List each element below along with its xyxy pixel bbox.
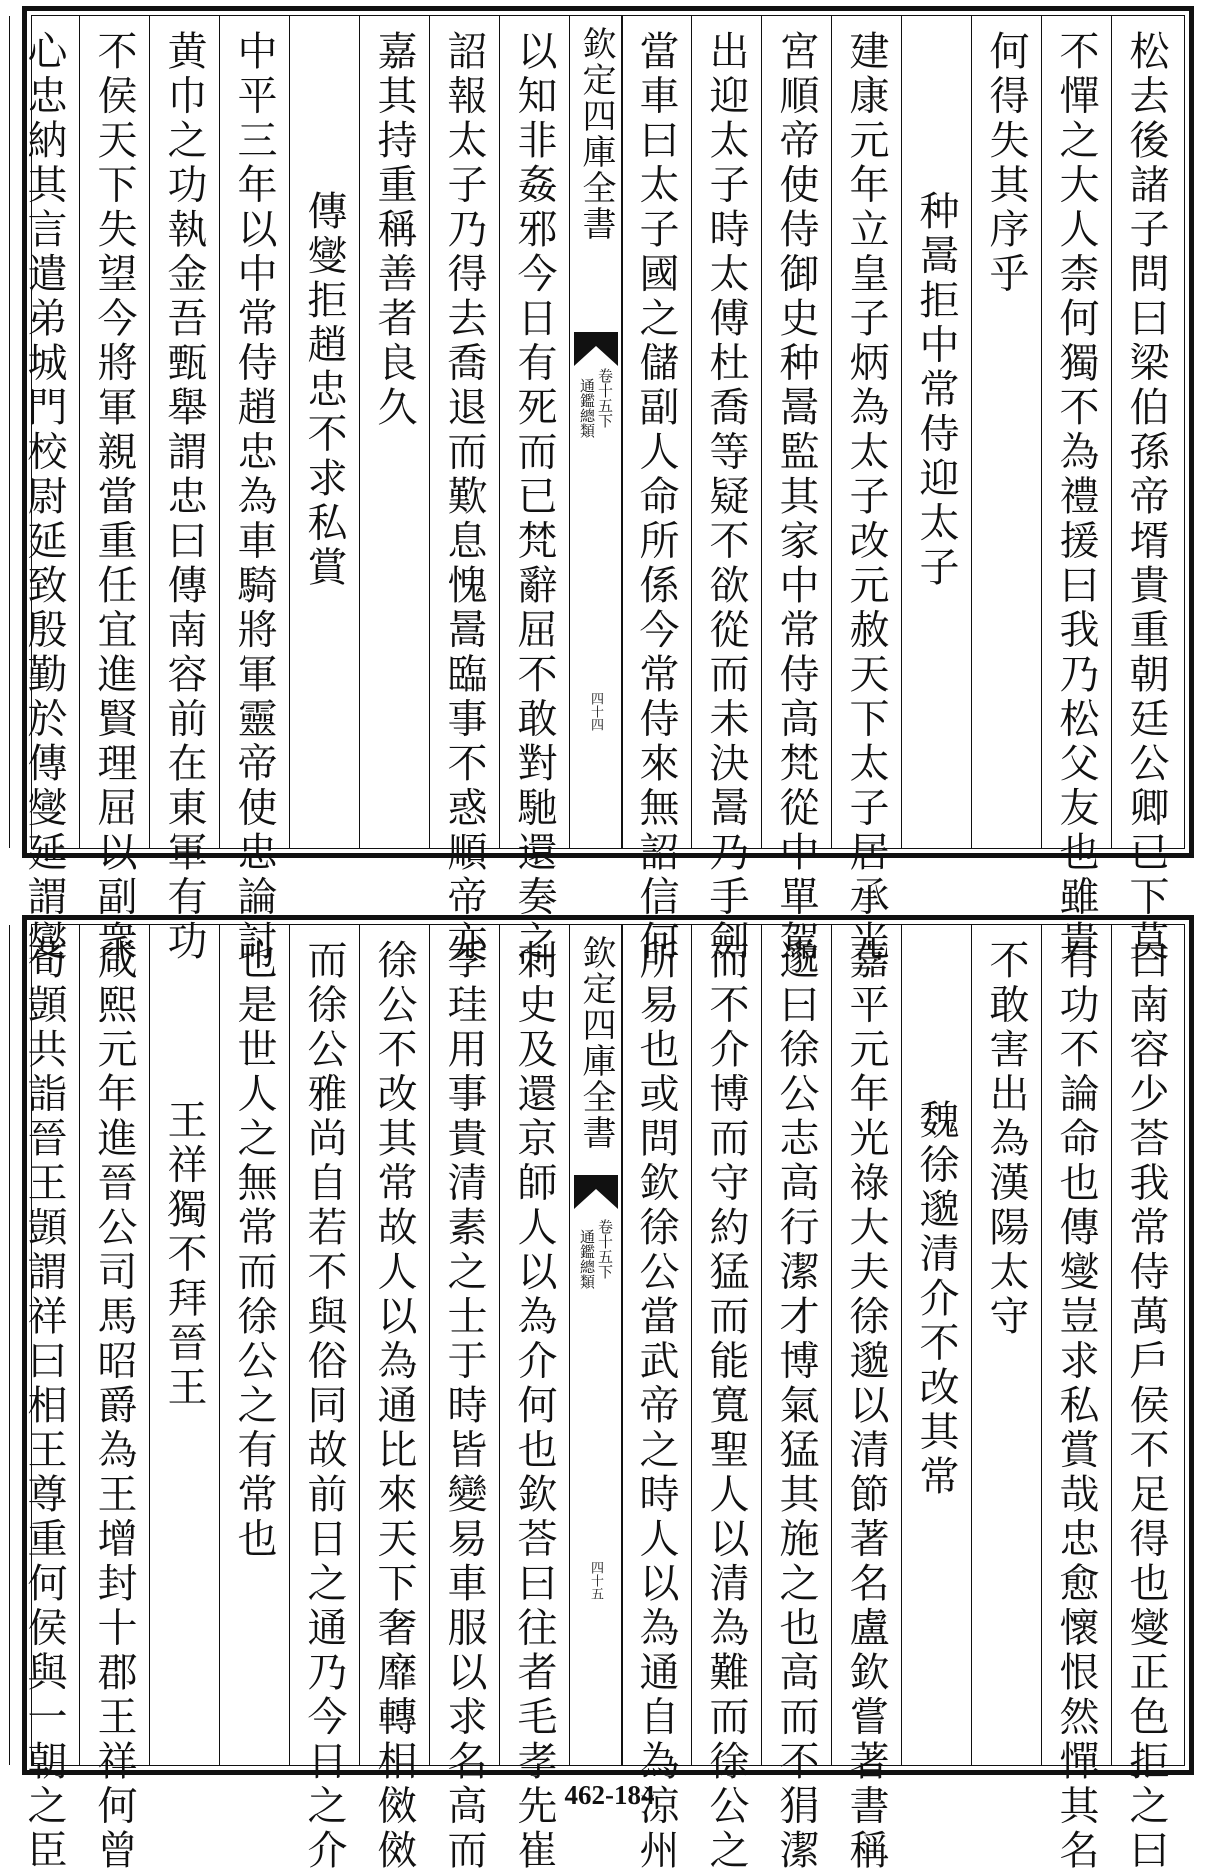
column-rule [1041,16,1042,848]
right-text-column: 建康元年立皇子炳為太子改元赦天下太子居承光 [843,30,889,965]
column-rule [9,925,10,1765]
top-center-volume: 卷十五下 [596,368,614,428]
right-text-column: 出迎太子時太傅杜喬等疑不欲從而未決暠乃手劍 [703,30,749,965]
column-rule [971,16,972,848]
column-rule [79,925,80,1765]
right-text-column: 邈曰徐公志高行潔才博氣猛其施之也高而不狷潔 [773,939,819,1874]
column-rule [219,925,220,1765]
top-page-frame [21,6,1194,965]
bottom-center-volume: 卷十五下 [596,1219,614,1279]
bottom-center-page: 四十五 [588,1561,603,1600]
column-rule [831,16,832,848]
right-text-column: 何得失其序乎 [983,30,1029,297]
right-text-column: 宮順帝使侍御史种暠監其家中常侍高梵從中單駕 [773,30,819,965]
left-text-column: 心忠納其言遣弟城門校尉延致殷勤於傳燮延謂燮 [21,30,67,965]
right-text-column: 有功不論命也傳燮豈求私賞哉忠愈懷恨然憚其名 [1053,939,1099,1874]
left-text-column: 季珪用事貴清素之士于時皆變易車服以求名高而 [441,939,487,1874]
column-rule [429,925,430,1765]
fish-tail-icon [574,1175,618,1209]
column-rule [499,16,500,848]
bottom-center-title: 欽定四庫全書 [576,935,616,1151]
column-rule [149,16,150,848]
left-text-column: 徐公不改其常故人以為通比來天下奢靡轉相傚傚 [371,939,417,1874]
top-center-fold [569,16,623,848]
left-text-column: 也是世人之無常而徐公之有常也 [231,939,277,1562]
right-text-column: 嘉平元年光祿大夫徐邈以清節著名盧欽嘗著書稱 [843,939,889,1874]
column-rule [1041,925,1042,1765]
right-text-column: 不敢害出為漢陽太守 [983,939,1029,1340]
column-rule [9,16,10,848]
left-text-column: 王祥獨不拜晉王 [161,1099,207,1411]
left-text-column: 黄巾之功執金吾甄舉謂忠曰傳南容前在東軍有功 [161,30,207,965]
right-text-column: 而不介博而守約猛而能寬聖人以清為難而徐公之 [703,939,749,1874]
bottom-center-book: 通鑑總類 [578,1229,596,1289]
left-text-column: 不侯天下失望今將軍親當重任宜進賢理屈以副衆 [91,30,137,965]
column-rule [499,925,500,1765]
left-text-column: 中平三年以中常侍趙忠為車騎將軍靈帝使忠論討 [231,30,277,965]
left-text-column: 以知非姦邪今日有死而已梵辭屈不敢對馳還奏之 [511,30,557,965]
right-text-column: 曰南容少荅我常侍萬戶侯不足得也燮正色拒之曰 [1123,939,1169,1874]
top-center-page: 四十四 [588,692,603,731]
top-page-inner-border [21,15,1185,965]
column-rule [901,16,902,848]
bottom-center-fold [569,925,623,1765]
column-rule [219,16,220,848]
left-text-column: 咸熙元年進晉公司馬昭爵為王增封十郡王祥何曾 [91,939,137,1874]
left-text-column: 傳燮拒趙忠不求私賞 [301,190,347,591]
left-text-column: 荀顗共詣晉王顗謂祥曰相王尊重何侯與一朝之臣 [21,939,67,1874]
column-rule [1111,16,1112,848]
right-text-column: 魏徐邈清介不改其常 [913,1099,959,1500]
column-rule [359,16,360,848]
column-rule [691,16,692,848]
left-text-column: 詔報太子乃得去喬退而歎息愧暠臨事不惑順帝亦 [441,30,487,965]
column-rule [831,925,832,1765]
column-rule [79,16,80,848]
left-text-column: 而徐公雅尚自若不與俗同故前日之通乃今日之介 [301,939,347,1874]
column-rule [149,925,150,1765]
column-rule [691,925,692,1765]
column-rule [359,925,360,1765]
column-rule [429,16,430,848]
column-rule [761,16,762,848]
column-rule [289,16,290,848]
fish-tail-icon [574,332,618,366]
top-center-title: 欽定四庫全書 [576,26,616,242]
top-center-book: 通鑑總類 [578,378,596,438]
column-rule [901,925,902,1765]
left-text-column: 嘉其持重稱善者良久 [371,30,417,431]
right-text-column: 不憚之大人柰何獨不為禮援曰我乃松父友也雖貴 [1053,30,1099,965]
left-text-column: 刺史及還京師人以為介何也欽荅曰往者毛孝先崔 [511,939,557,1874]
column-rule [1111,925,1112,1765]
column-rule [289,925,290,1765]
column-rule [761,925,762,1765]
right-text-column: 當車曰太子國之儲副人命所係今常侍來無詔信何 [633,30,679,965]
right-text-column: 松去後諸子問曰梁伯孫帝壻貴重朝廷公卿已下莫 [1123,30,1169,965]
right-text-column: 所易也或問欽徐公當武帝之時人以為通自為涼州 [633,939,679,1874]
right-text-column: 种暠拒中常侍迎太子 [913,190,959,591]
page-number: 462-184 [564,1780,655,1810]
column-rule [971,925,972,1765]
